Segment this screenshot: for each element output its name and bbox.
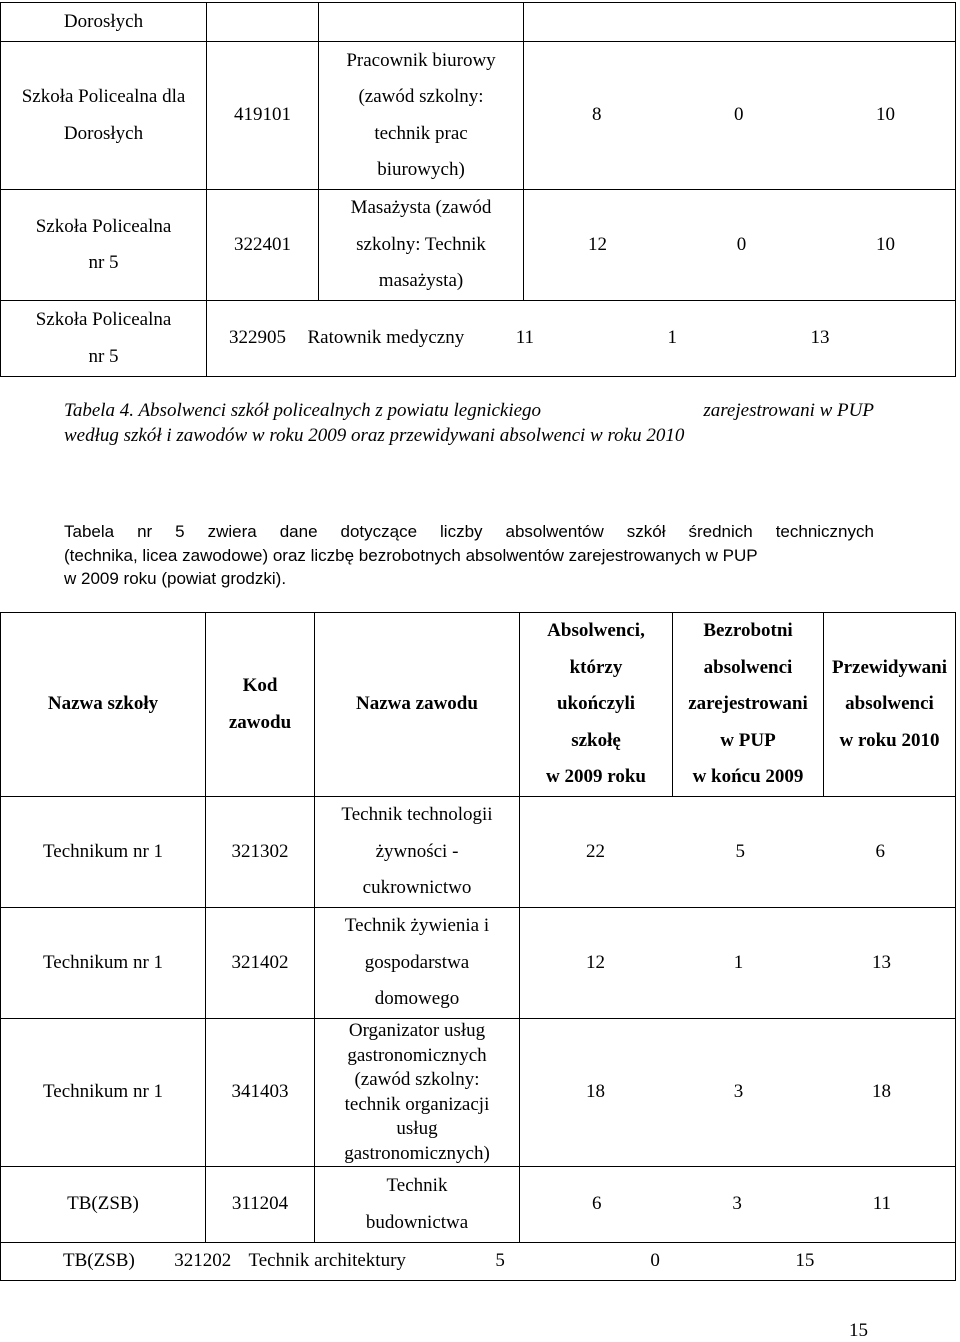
numbers-cell [524, 190, 956, 301]
table-row [1, 1243, 956, 1281]
table-row [1, 908, 956, 1019]
code-value: 321202 [174, 1250, 232, 1271]
forecast-value: 11 [872, 1193, 891, 1215]
paragraph-word: 5 [175, 522, 185, 541]
table-caption: Tabela 4. Absolwenci szkół policealnych z powiatu legnickiego zarejestrowani w PUP według szkół i zawodów w roku 2009 oraz przewidywani absolwenci w roku 2010 [64, 400, 874, 446]
paragraph-word: średnich [688, 522, 753, 541]
paragraph-line-2: (technika, licea zawodowe) oraz liczbę bezrobotnych absolwentów zarejestrowanych w PUP [64, 545, 758, 565]
table-row [1, 301, 956, 377]
paragraph-word: dane [279, 522, 318, 541]
school-name-cell: Szkoła Policealna dla Dorosłych [1, 42, 207, 190]
paragraph-word: technicznych [775, 522, 874, 541]
header-row [1, 613, 956, 797]
code-cell: 322401 [207, 190, 319, 301]
unemployed-value: 1 [733, 951, 744, 973]
graduates-value: 11 [515, 327, 535, 349]
code-cell: 341403 [206, 1019, 315, 1167]
profession-cell: Technik budownictwa [315, 1167, 520, 1243]
header-forecast: Przewidywani absolwenci w roku 2010 [824, 613, 956, 797]
paragraph-word: zwiera [207, 522, 257, 541]
unemployed-value: 0 [650, 1250, 660, 1271]
numbers-cell [520, 1019, 956, 1167]
forecast-value: 10 [876, 233, 895, 255]
header-code: Kod zawodu [206, 613, 315, 797]
policealne-table [0, 2, 956, 377]
merged-row-cell [1, 1243, 956, 1281]
profession-cell: Technik technologii żywności - cukrownictwo [315, 797, 520, 908]
table-row [1, 1167, 956, 1243]
code-cell: 419101 [207, 42, 319, 190]
school-name-cell: Technikum nr 1 [1, 908, 206, 1019]
paragraph-word: dotyczące [340, 522, 418, 541]
table-row [1, 1019, 956, 1167]
header-unemployed: Bezrobotni absolwenci zarejestrowani w PUP w końcu 2009 [673, 613, 824, 797]
header-profession: Nazwa zawodu [315, 613, 520, 797]
merged-row-cell [207, 301, 956, 377]
technika-table [0, 612, 956, 1281]
graduates-value: 12 [588, 233, 607, 255]
code-cell [207, 3, 319, 42]
forecast-value: 18 [872, 1081, 891, 1103]
profession-cell [319, 3, 524, 42]
code-cell: 321402 [206, 908, 315, 1019]
header-graduates: Absolwenci, którzy ukończyli szkołę w 2009 roku [520, 613, 673, 797]
graduates-value: 12 [586, 951, 605, 973]
numbers-cell [520, 908, 956, 1019]
unemployed-value: 3 [733, 1081, 744, 1103]
numbers-cell [520, 1167, 956, 1243]
forecast-value: 13 [872, 951, 891, 973]
graduates-value: 22 [586, 840, 605, 862]
school-name-value: TB(ZSB) [63, 1250, 135, 1271]
unemployed-value: 3 [732, 1193, 742, 1215]
graduates-value: 8 [592, 104, 602, 126]
paragraph-line-3: w 2009 roku (powiat grodzki). [64, 569, 287, 588]
school-name-cell: Technikum nr 1 [1, 1019, 206, 1167]
description-paragraph [64, 520, 874, 591]
graduates-value: 18 [586, 1081, 605, 1103]
school-name-cell: TB(ZSB) [1, 1167, 206, 1243]
profession-value: Ratownik medyczny [307, 327, 465, 349]
graduates-value: 5 [495, 1250, 505, 1271]
table-row [1, 42, 956, 190]
numbers-cell [520, 797, 956, 908]
table-row [1, 190, 956, 301]
profession-value: Technik architektury [248, 1250, 406, 1271]
table-row [1, 3, 956, 42]
unemployed-value: 1 [667, 327, 678, 349]
school-name-cell: Technikum nr 1 [1, 797, 206, 908]
graduates-value: 6 [592, 1193, 602, 1215]
forecast-value: 15 [795, 1250, 815, 1271]
paragraph-word: nr [137, 522, 153, 541]
forecast-value: 13 [810, 327, 830, 349]
page-number: 15 [849, 1320, 868, 1341]
paragraph-word: szkół [626, 522, 666, 541]
table-row [1, 797, 956, 908]
profession-cell: Masażysta (zawód szkolny: Technik masażysta) [319, 190, 524, 301]
unemployed-value: 0 [734, 104, 744, 126]
unemployed-value: 5 [735, 840, 745, 862]
profession-cell: Organizator usług gastronomicznych (zawód szkolny: technik organizacji usług gastronomicznych) [315, 1019, 520, 1167]
numbers-cell [524, 3, 956, 42]
profession-cell: Technik żywienia i gospodarstwa domowego [315, 908, 520, 1019]
unemployed-value: 0 [736, 233, 747, 255]
code-value: 322905 [229, 327, 286, 349]
school-name-cell: Szkoła Policealna nr 5 [1, 190, 207, 301]
paragraph-word: liczby [440, 522, 483, 541]
forecast-value: 10 [876, 104, 895, 126]
paragraph-word: absolwentów [505, 522, 604, 541]
school-name-cell: Szkoła Policealna nr 5 [1, 301, 207, 377]
code-cell: 321302 [206, 797, 315, 908]
code-cell: 311204 [206, 1167, 315, 1243]
header-school-name: Nazwa szkoły [1, 613, 206, 797]
forecast-value: 6 [875, 840, 885, 862]
paragraph-word: Tabela [64, 522, 115, 541]
school-name-cell: Dorosłych [1, 3, 207, 42]
numbers-cell [524, 42, 956, 190]
profession-cell: Pracownik biurowy (zawód szkolny: technik prac biurowych) [319, 42, 524, 190]
paragraph-line-1 [64, 520, 874, 544]
